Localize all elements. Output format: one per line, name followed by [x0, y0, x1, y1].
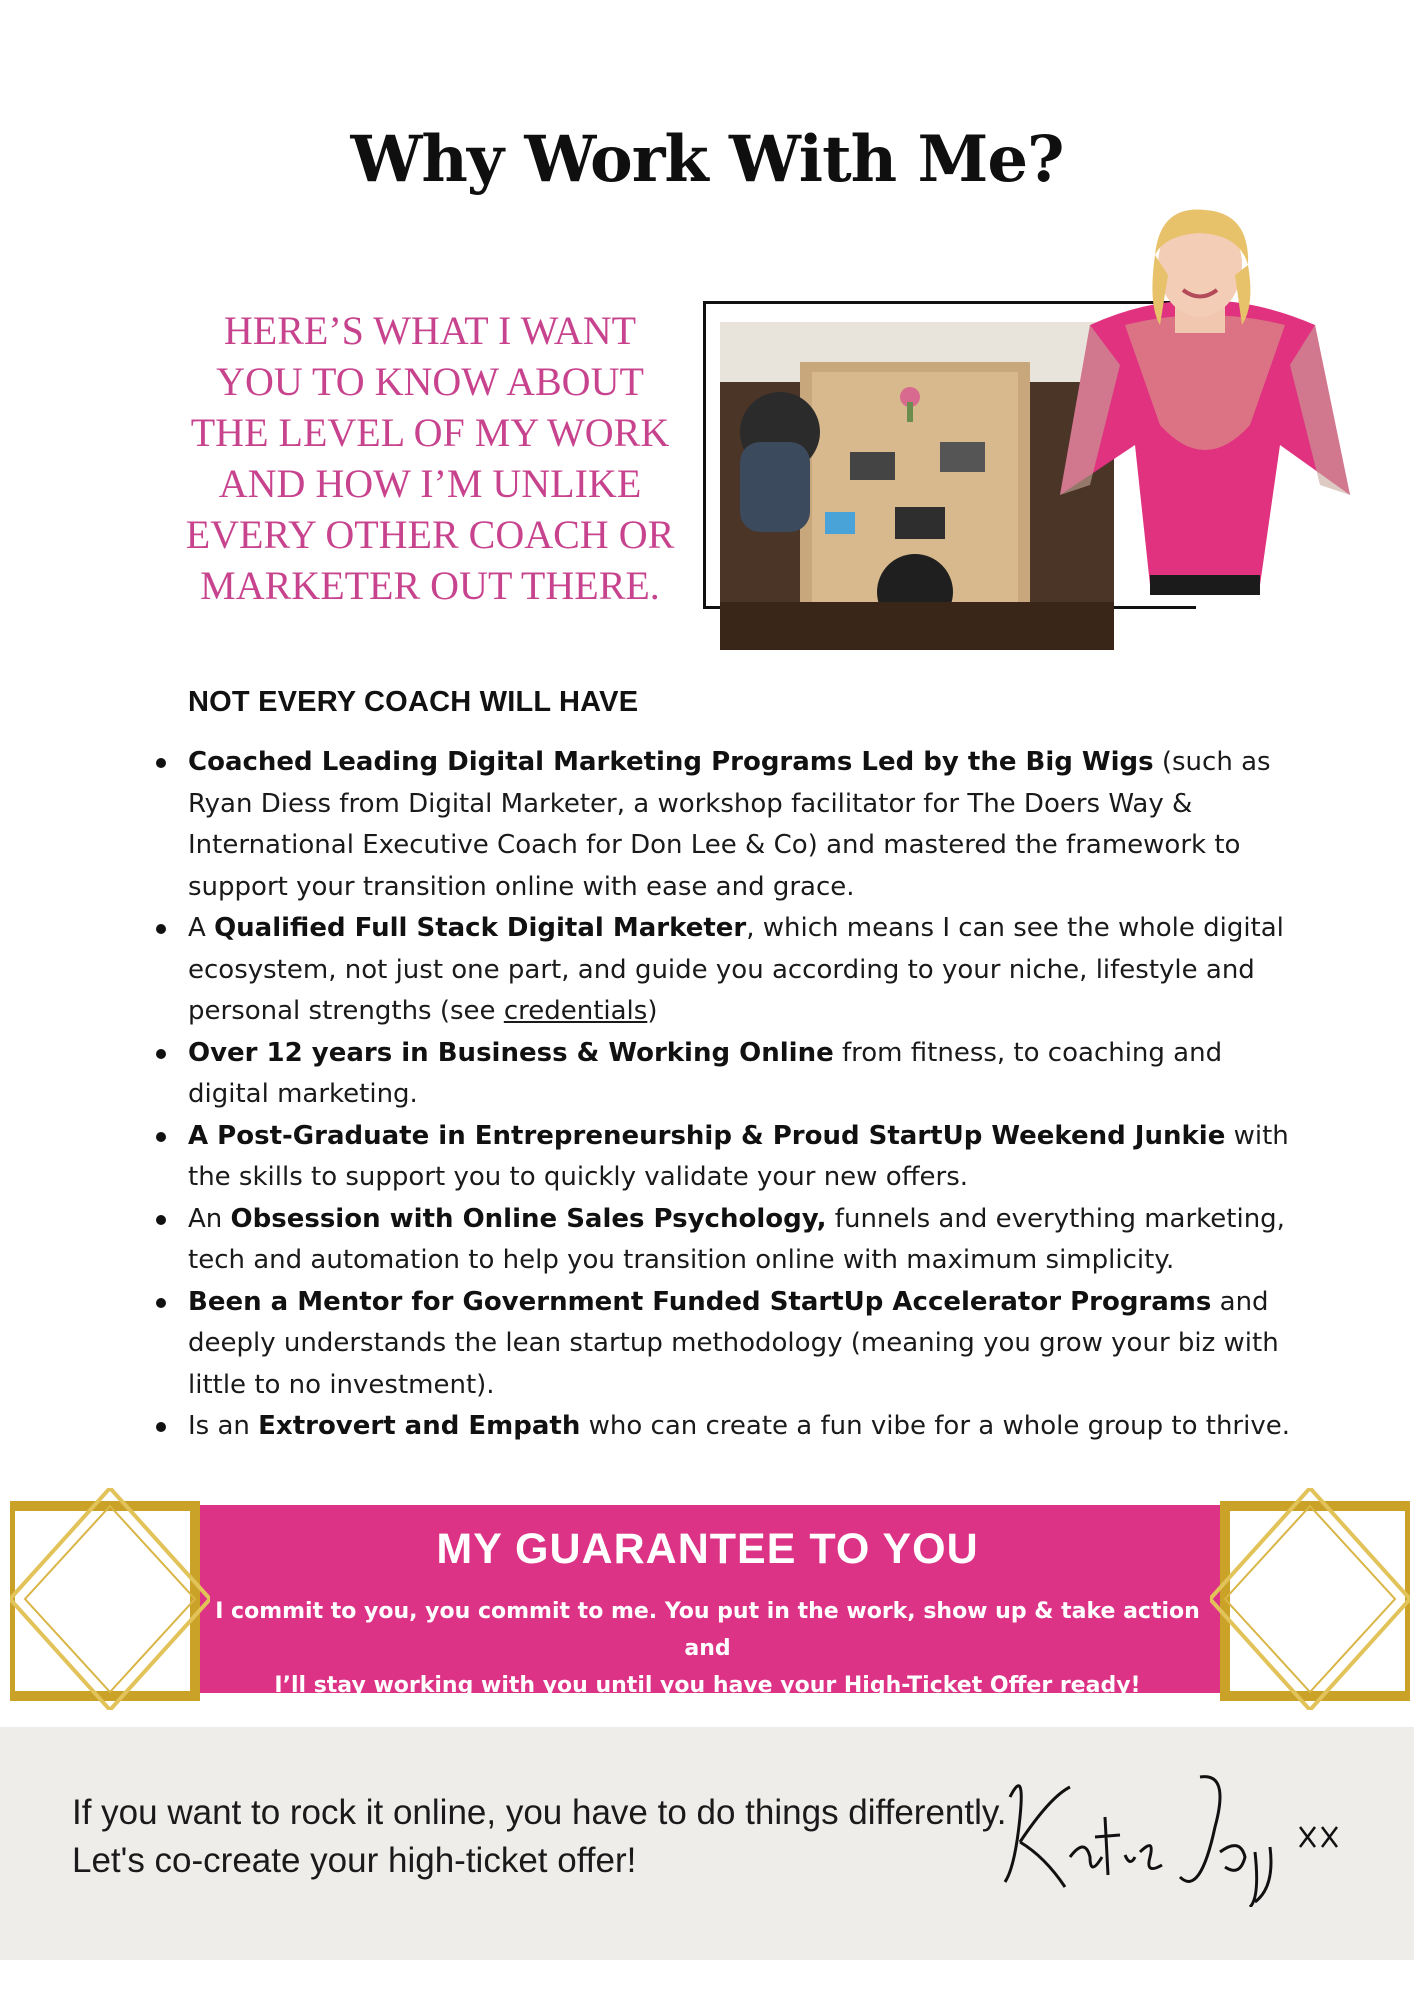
- gold-frame-right-icon: [1210, 1488, 1410, 1710]
- bullet-icon: [156, 1132, 166, 1142]
- bullet-text: from fitness, to coaching and digital marketing.: [188, 1037, 1223, 1109]
- list-item: [150, 1282, 1290, 1407]
- bullet-highlight: Qualified Full Stack Digital Marketer: [214, 913, 747, 943]
- bullet-suffix: ): [647, 996, 658, 1026]
- coach-portrait: [1050, 195, 1360, 595]
- bullet-icon: [156, 1298, 166, 1308]
- bullet-icon: [156, 924, 166, 934]
- bullet-highlight: Coached Leading Digital Marketing Programs Led by the Big Wigs: [188, 747, 1154, 777]
- page-title: Why Work With Me?: [350, 122, 1064, 197]
- bullet-prefix: Is an: [188, 1411, 259, 1441]
- signature: [990, 1757, 1350, 1907]
- guarantee-line: I commit to you, you commit to me. You put in the work, show up & take action and: [215, 1599, 1200, 1661]
- bullet-highlight: Been a Mentor for Government Funded StartUp Accelerator Programs: [188, 1286, 1212, 1317]
- footer-section: [0, 1727, 1414, 1960]
- section-heading: NOT EVERY COACH WILL HAVE: [188, 686, 639, 718]
- list-item: [150, 742, 1290, 908]
- guarantee-text: [205, 1593, 1210, 1704]
- credentials-list: [150, 742, 1290, 1448]
- bullet-prefix: An: [188, 1203, 231, 1234]
- bullet-icon: [156, 1215, 166, 1225]
- list-item: [150, 908, 1290, 1033]
- bullet-highlight: Obsession with Online Sales Psychology,: [230, 1203, 827, 1234]
- list-item: [150, 1199, 1290, 1282]
- list-item: [150, 1033, 1290, 1116]
- list-item: [150, 1406, 1290, 1448]
- gold-frame-left-icon: [10, 1488, 210, 1710]
- bullet-icon: [156, 758, 166, 768]
- closing-statement: If you want to rock it online, you have to do things differently. Let's co-create your high-ticket offer!: [72, 1793, 1007, 1880]
- bullet-icon: [156, 1422, 166, 1432]
- bullet-text: , which means I can see the whole digital ecosystem, not just one part, and guide you according to your niche, lifestyle and personal strengths (see: [188, 913, 1284, 1026]
- bullet-highlight: A Post-Graduate in Entrepreneurship & Proud StartUp Weekend Junkie: [188, 1120, 1226, 1151]
- list-item: [150, 1116, 1290, 1199]
- intro-statement: HERE’S WHAT I WANT YOU TO KNOW ABOUT THE LEVEL OF MY WORK AND HOW I’M UNLIKE EVERY OTHER COACH OR MARKETER OUT THERE.: [185, 308, 675, 608]
- credentials-link[interactable]: credentials: [503, 996, 648, 1026]
- bullet-text: who can create a fun vibe for a whole group to thrive.: [580, 1411, 1290, 1441]
- bullet-text: funnels and everything marketing, tech and automation to help you transition online with maximum simplicity.: [188, 1203, 1285, 1275]
- guarantee-line: I’ll stay working with you until you have your High-Ticket Offer ready!: [274, 1673, 1141, 1698]
- bullet-text: with the skills to support you to quickly validate your new offers.: [188, 1120, 1289, 1192]
- bullet-highlight: Extrovert and Empath: [258, 1411, 581, 1441]
- bullet-text: (such as Ryan Diess from Digital Marketer, a workshop facilitator for The Doers Way & International Executive Coach for Don Lee & Co) and mastered the framework to support your transition online with ease and grace.: [188, 747, 1271, 902]
- guarantee-banner: [185, 1505, 1230, 1698]
- bullet-highlight: Over 12 years in Business & Working Online: [188, 1037, 834, 1068]
- bullet-prefix: A: [188, 913, 215, 943]
- bullet-icon: [156, 1049, 166, 1059]
- guarantee-title: MY GUARANTEE TO YOU: [436, 1525, 979, 1573]
- bullet-text: and deeply understands the lean startup methodology (meaning you grow your biz with little to no investment).: [188, 1286, 1279, 1400]
